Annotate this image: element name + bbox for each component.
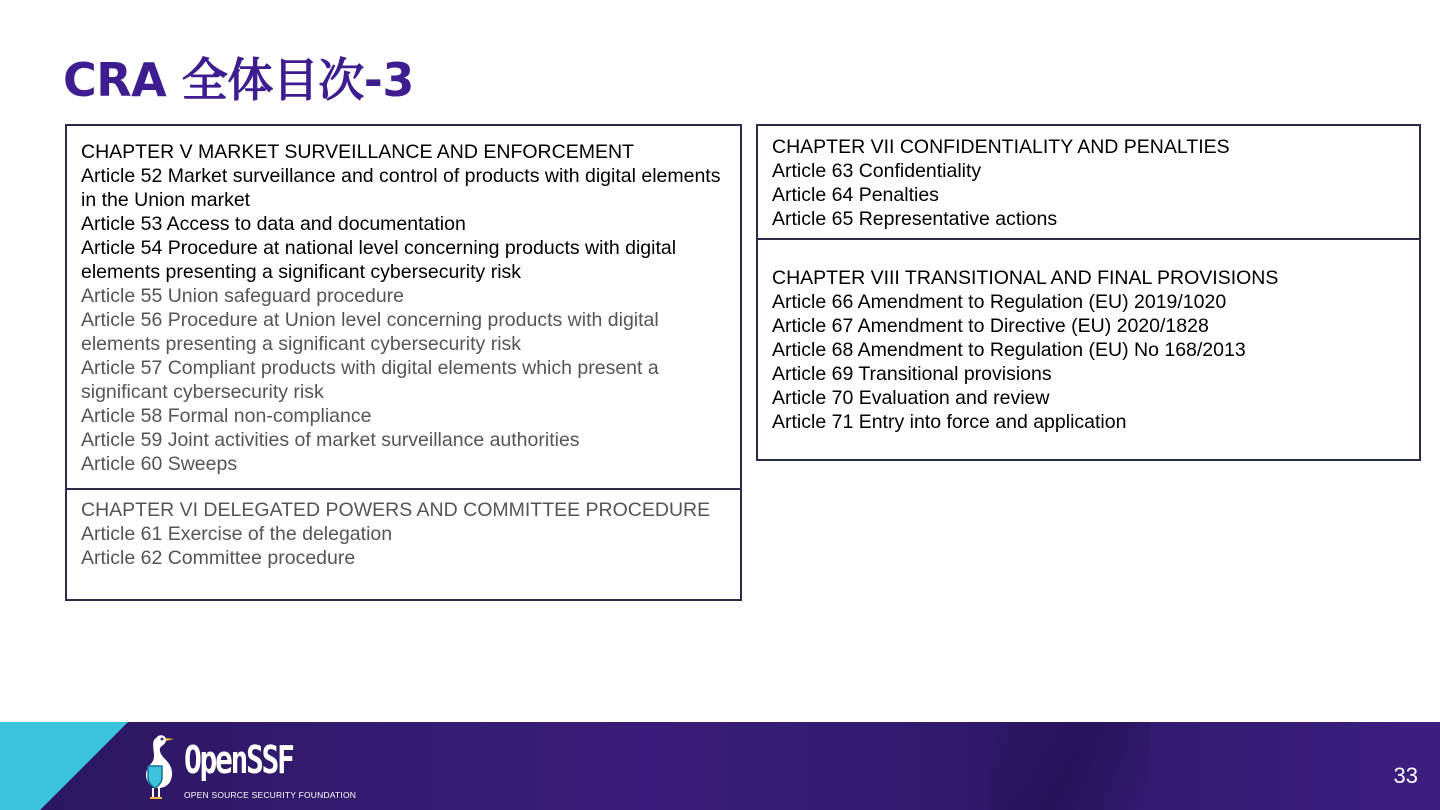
goose-icon bbox=[140, 732, 180, 804]
chapter-5-heading: CHAPTER V MARKET SURVEILLANCE AND ENFORCEMENT bbox=[81, 141, 634, 163]
article-62: Article 62 Committee procedure bbox=[81, 547, 356, 569]
article-71: Article 71 Entry into force and application bbox=[772, 411, 1127, 433]
article-58: Article 58 Formal non-compliance bbox=[81, 405, 372, 427]
chapter-8-box bbox=[756, 238, 1421, 461]
article-61: Article 61 Exercise of the delegation bbox=[81, 523, 393, 545]
footer-accent-shape bbox=[0, 722, 128, 810]
page-number: 33 bbox=[1393, 763, 1418, 788]
chapter-8-heading: CHAPTER VIII TRANSITIONAL AND FINAL PROVISIONS bbox=[772, 267, 1279, 289]
chapter-6-heading: CHAPTER VI DELEGATED POWERS AND COMMITTEE PROCEDURE bbox=[81, 499, 711, 521]
chapter-6-box bbox=[65, 488, 742, 601]
article-66: Article 66 Amendment to Regulation (EU) 2019/1020 bbox=[772, 291, 1227, 313]
article-67: Article 67 Amendment to Directive (EU) 2020/1828 bbox=[772, 315, 1209, 337]
article-54: Article 54 Procedure at national level concerning products with digital elements presenting a significant cybersecurity risk bbox=[81, 237, 677, 283]
chapter-5-box bbox=[65, 124, 742, 490]
article-52: Article 52 Market surveillance and control of products with digital elements in the Union market bbox=[81, 165, 721, 211]
footer-decoration bbox=[990, 722, 1150, 810]
article-59: Article 59 Joint activities of market surveillance authorities bbox=[81, 429, 580, 451]
openssf-tagline: OPEN SOURCE SECURITY FOUNDATION bbox=[184, 790, 357, 800]
article-53: Article 53 Access to data and documentation bbox=[81, 213, 466, 235]
article-65: Article 65 Representative actions bbox=[772, 208, 1058, 230]
footer-bar bbox=[0, 722, 1440, 810]
chapter-7-box bbox=[756, 124, 1421, 240]
article-63: Article 63 Confidentiality bbox=[772, 160, 982, 182]
article-57: Article 57 Compliant products with digital elements which present a significant cybersecurity risk bbox=[81, 357, 659, 403]
article-70: Article 70 Evaluation and review bbox=[772, 387, 1050, 409]
article-60: Article 60 Sweeps bbox=[81, 453, 238, 475]
chapter-7-heading: CHAPTER VII CONFIDENTIALITY AND PENALTIES bbox=[772, 136, 1230, 158]
openssf-wordmark: OpenSSF bbox=[184, 738, 293, 782]
article-64: Article 64 Penalties bbox=[772, 184, 939, 206]
slide-title: CRA 全体目次-3 bbox=[63, 53, 414, 107]
openssf-logo bbox=[140, 730, 357, 806]
article-56: Article 56 Procedure at Union level concerning products with digital elements presenting a significant cybersecurity risk bbox=[81, 309, 659, 355]
article-55: Article 55 Union safeguard procedure bbox=[81, 285, 405, 307]
article-69: Article 69 Transitional provisions bbox=[772, 363, 1052, 385]
article-68: Article 68 Amendment to Regulation (EU) No 168/2013 bbox=[772, 339, 1246, 361]
